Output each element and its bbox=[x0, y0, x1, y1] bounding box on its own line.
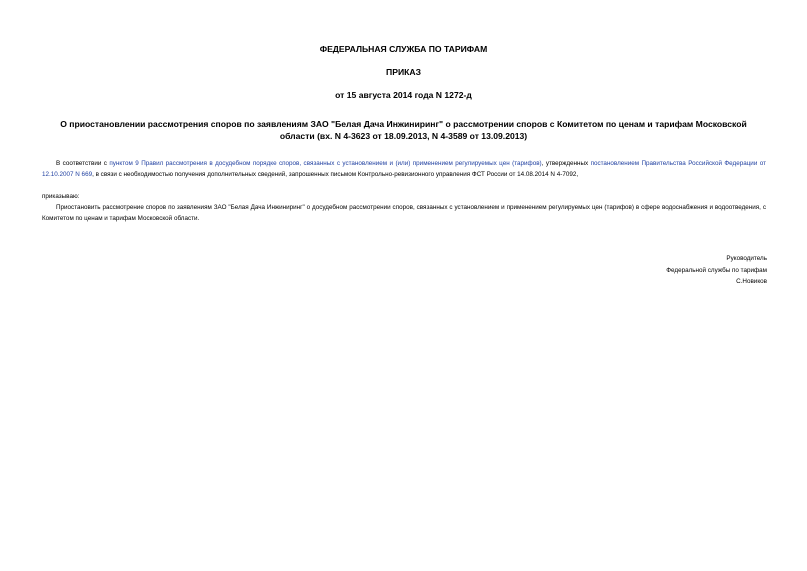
paragraph-order: Приостановить рассмотрение споров по заявлениям ЗАО "Белая Дача Инжиниринг" о досудебном рассмотрении споров, связанных с установлением и применением регулируемых цен (тарифов) в сфере водоснабжения и водоотведения, с Комитетом по ценам и тарифам Московской области. bbox=[42, 204, 766, 222]
signature-name: С.Новиков bbox=[736, 278, 767, 285]
agency-title: ФЕДЕРАЛЬНАЯ СЛУЖБА ПО ТАРИФАМ bbox=[319, 44, 488, 54]
paragraph-basis-mid: , утвержденных bbox=[541, 160, 591, 167]
document-subject: О приостановлении рассмотрения споров по заявлениям ЗАО "Белая Дача Инжиниринг" о рассмотрении споров с Комитетом по ценам и тарифам Московской области (вх. N 4-3623 от 18.09.2013, N 4-3589 от 13.09.2013) bbox=[60, 119, 747, 141]
rules-link[interactable]: пунктом 9 Правил рассмотрения в досудебном порядке споров, связанных с установлением и (или) применением регулируемых цен (тарифов) bbox=[109, 160, 542, 167]
signature-position: Руководитель bbox=[726, 255, 767, 262]
paragraph-basis-prefix: В соответствии с bbox=[56, 160, 110, 167]
paragraph-basis-suffix: , в связи с необходимостью получения дополнительных сведений, запрошенных письмом Контрольно-ревизионного управления ФСТ России от 14.08.2014 N 4-7092, bbox=[92, 171, 579, 178]
order-word: приказываю: bbox=[42, 193, 80, 200]
document-date-number: от 15 августа 2014 года N 1272-д bbox=[335, 90, 472, 100]
signature-organization: Федеральной службы по тарифам bbox=[666, 266, 767, 274]
document-type: ПРИКАЗ bbox=[386, 67, 421, 77]
paragraph-basis bbox=[42, 158, 766, 180]
signature-block bbox=[567, 253, 767, 288]
resolution-link[interactable]: постановлением Правительства Российской Федерации от 12.10.2007 N 669 bbox=[42, 160, 767, 178]
